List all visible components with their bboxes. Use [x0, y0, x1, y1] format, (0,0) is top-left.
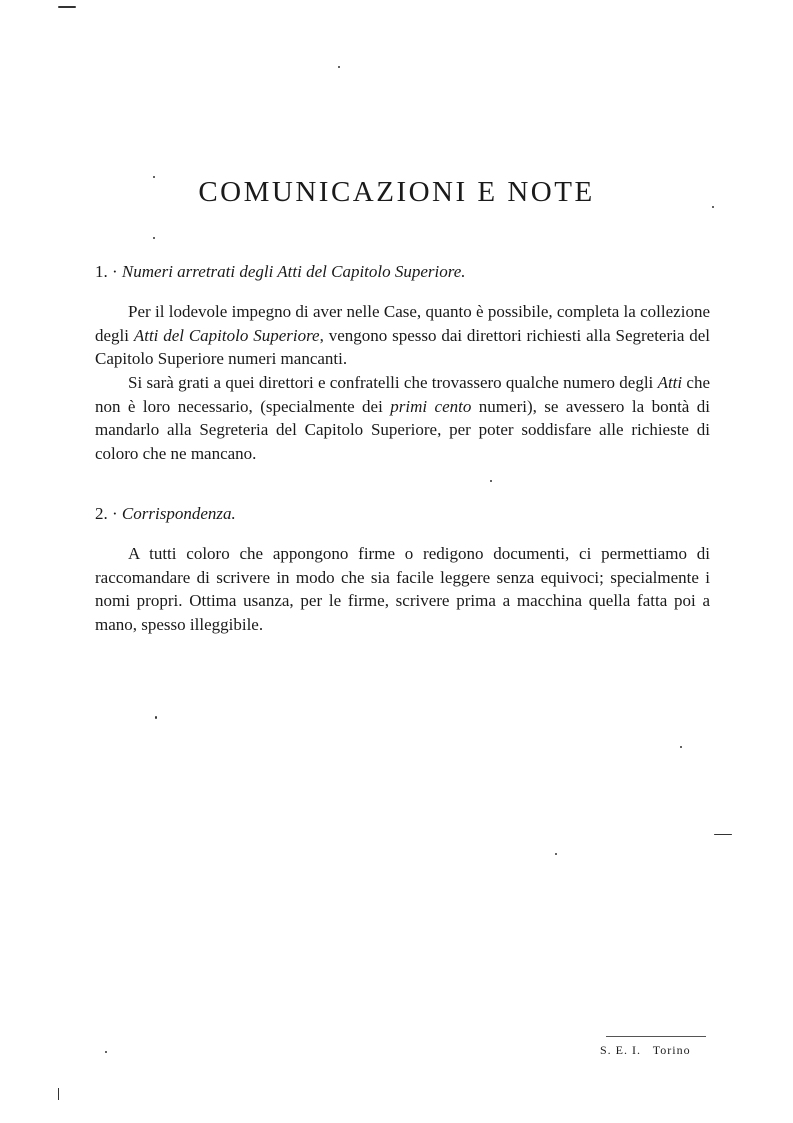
section-1-heading [95, 262, 466, 282]
printer-imprint: S. E. I. Torino [600, 1043, 691, 1057]
section-2-paragraph-1 [95, 542, 710, 636]
paragraph-text: A tutti coloro che appongono firme o redigono documenti, ci permettiamo di raccomandare di scrivere in modo che sia facile leggere senza equivoci; specialmente i nomi propri. Ottima usanza, per le firme, scrivere prima a macchina quella fatta poi a mano, spesso illeggibile. [95, 544, 710, 634]
scan-speck [712, 206, 714, 208]
scan-speck [338, 66, 340, 68]
paragraph-italic-text: Atti [657, 373, 683, 392]
section-2-heading [95, 504, 236, 524]
scan-speck [153, 237, 155, 239]
section-1-title: Numeri arretrati degli Atti del Capitolo Superiore. [121, 262, 466, 281]
scan-speck [155, 716, 157, 719]
paragraph-text: Per il lodevole impegno di aver nelle Case, quanto è possibile, completa la collezione degli [95, 302, 710, 345]
paragraph-italic-text: Atti del Capitolo Superiore [133, 325, 320, 345]
section-2-title: Corrispondenza. [121, 504, 236, 523]
scan-speck [555, 853, 557, 855]
scan-mark [714, 834, 732, 835]
section-1-paragraph-2 [95, 371, 710, 465]
section-2-number: 2. · [95, 504, 118, 523]
paragraph-text: Si sarà grati a quei direttori e confratelli che trovassero qualche numero degli [128, 373, 658, 392]
paragraph-text: numeri), se avessero la bontà di mandarlo alla Segreteria del Capitolo Superiore, per poter soddisfare alle richieste di coloro che ne mancano. [95, 396, 710, 463]
scan-mark [58, 1088, 59, 1100]
scan-speck [490, 480, 492, 482]
paragraph-italic-text: primi cento [390, 396, 472, 416]
section-1-paragraph-1 [95, 300, 710, 371]
scan-speck [680, 746, 682, 748]
paragraph-text: che non è loro necessario, (specialmente dei [95, 373, 710, 416]
scan-speck [153, 176, 155, 178]
scan-speck [105, 1051, 107, 1053]
footer-rule [606, 1036, 706, 1037]
paragraph-text: , vengono spesso dai direttori richiesti alla Segreteria del Capitolo Superiore numeri mancanti. [95, 325, 711, 368]
scan-mark [58, 6, 76, 8]
section-1-number: 1. · [95, 262, 118, 281]
page-title: COMUNICAZIONI E NOTE [198, 176, 595, 208]
